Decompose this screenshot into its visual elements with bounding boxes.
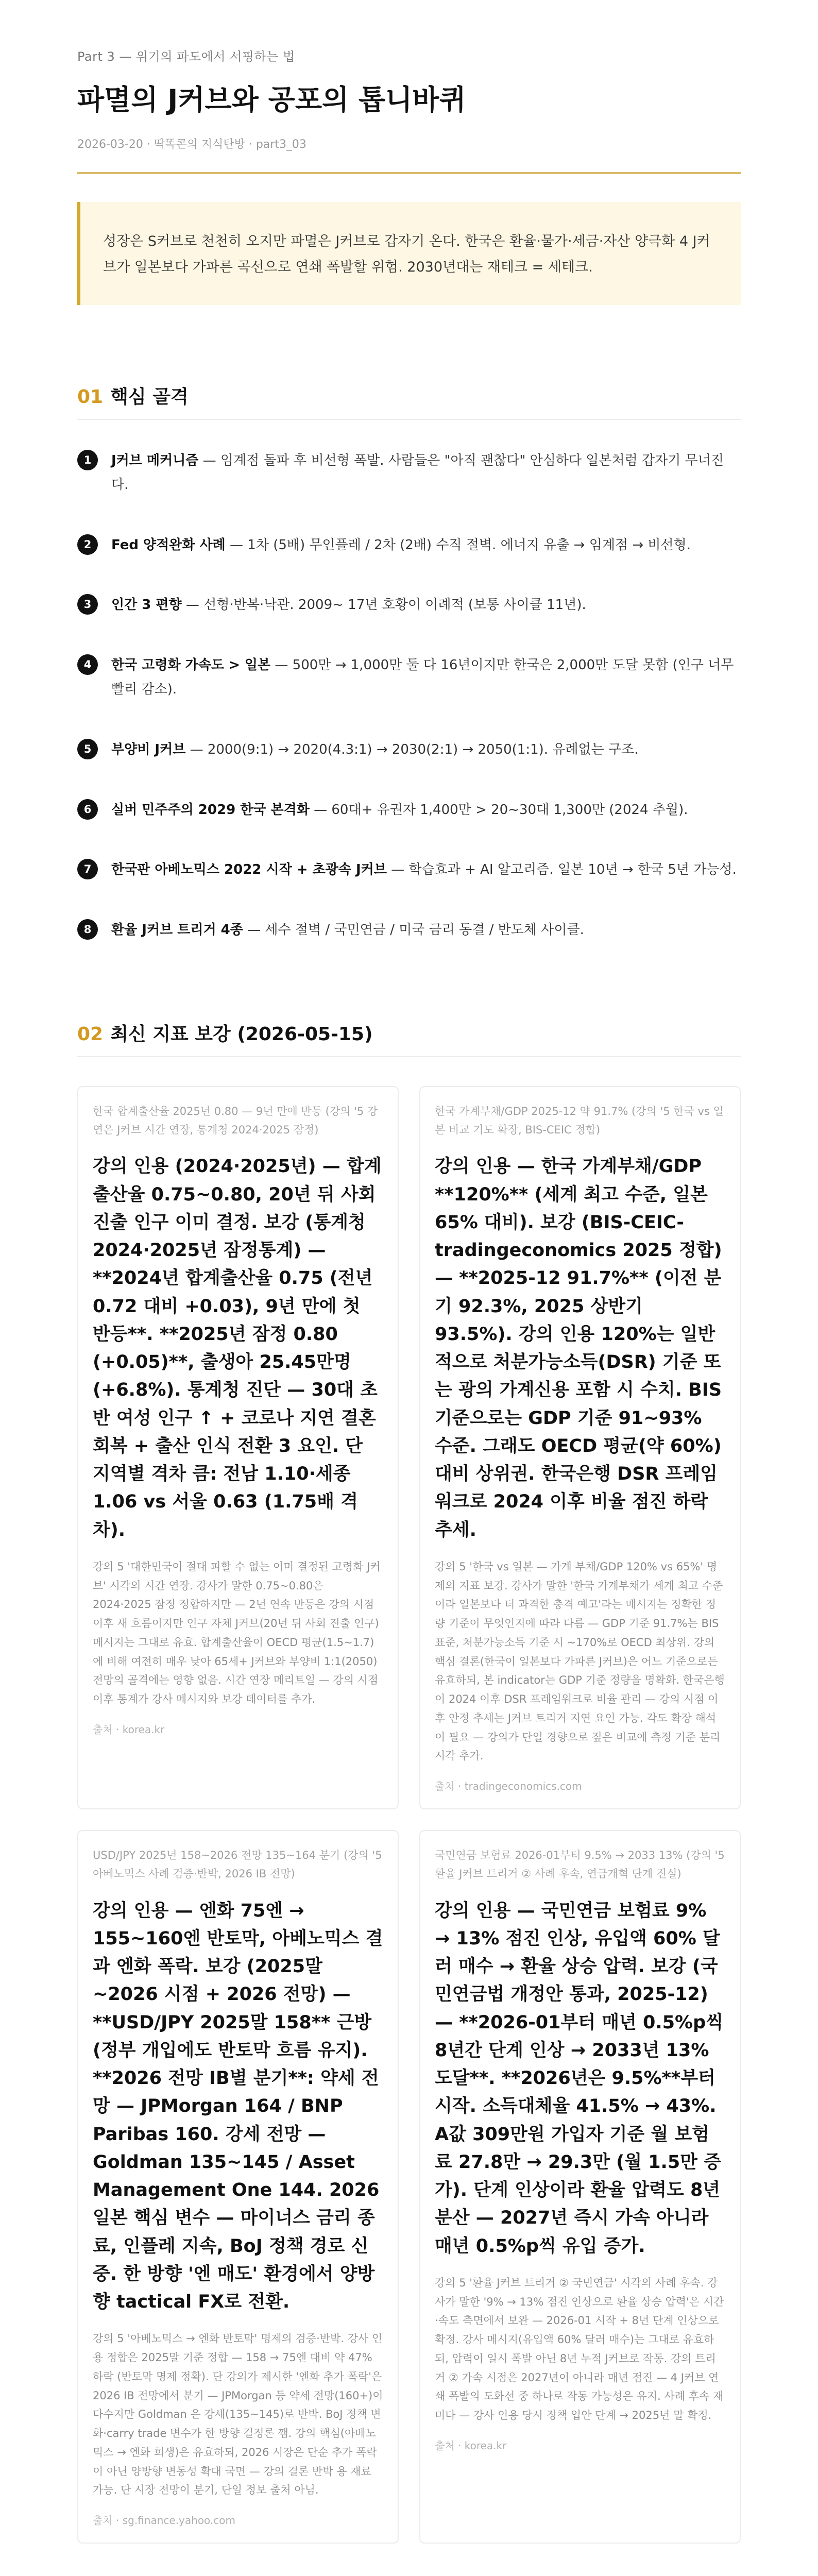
item-head: 실버 민주주의 2029 한국 본격화	[111, 802, 310, 818]
card-body: 강의 인용 (2024·2025년) — 합계출산율 0.75~0.80, 20년 뒤 사회 진출 인구 이미 결정. 보강 (통계청 2024·2025년 잠정통계) — **2024년 합계출산율 0.75 (전년 0.72 대비 +0.03), 9년 만에 첫 반등**. **2025년 잠정 0.80 (+0.05)**, 출생아 25.45만명 (+6.8%). 통계청 진단 — 30대 초반 여성 인구 ↑ + 코로나 지연 결혼 회복 + 출산 인식 전환 3 요인. 단 지역별 격차 큼: 전남 1.10·세종 1.06 vs 서울 0.63 (1.75배 격차).	[93, 1156, 382, 1540]
series-label: Part 3 — 위기의 파도에서 서핑하는 법	[77, 49, 295, 64]
card-source: 출처 · sg.finance.yahoo.com	[93, 2514, 236, 2527]
list-item	[77, 533, 741, 557]
section-title: 최신 지표 보강 (2026-05-15)	[110, 1024, 373, 1045]
list-item	[77, 593, 741, 617]
card-note: 강의 5 '대한민국이 절대 피할 수 없는 이미 결정된 고령화 J커브' 시각의 시간 연장. 강사가 말한 0.75~0.80은 2024·2025 잠정 정합하지만 — 2년 연속 반등은 강의 시점 이후 새 흐름이지만 인구 자체 J커브(20년 뒤 사회 진출 인구) 메시지는 그대로 유효. 합계출산율이 OECD 평균(1.5~1.7)에 비해 여전히 매우 낮아 65세+ J커브와 부양비 1:1(2050) 전망의 골격에는 영향 없음. 시간 연장 메리트일 — 강의 시점 이후 통계가 강사 메시지와 보강 데이터를 추가.	[93, 1560, 381, 1706]
indicator-card-household-debt	[419, 1086, 741, 1809]
item-text: — 세수 절벽 / 국민연금 / 미국 금리 동결 / 반도체 사이클.	[243, 922, 584, 938]
indicator-card-birth-rate	[77, 1086, 399, 1809]
section-divider	[77, 419, 741, 420]
card-label: USD/JPY 2025년 158~2026 전망 135~164 분기 (강의 '5 아베노믹스 사례 검증·반박, 2026 IB 전망)	[93, 1849, 382, 1880]
list-item	[77, 738, 741, 762]
item-text: — 학습효과 + AI 알고리즘. 일본 10년 → 한국 5년 가능성.	[386, 862, 737, 878]
item-text: — 60대+ 유권자 1,400만 > 20~30대 1,300만 (2024 추월).	[309, 802, 688, 818]
item-text: — 선형·반복·낙관. 2009~ 17년 호황이 이례적 (보통 사이클 11년).	[181, 597, 586, 613]
list-item	[77, 449, 741, 497]
item-head: 부양비 J커브	[111, 741, 186, 757]
section-number: 02	[77, 1024, 104, 1045]
number-badge: 8	[77, 919, 98, 940]
item-text: — 임계점 돌파 후 비선형 폭발. 사람들은 "아직 괜찮다" 안심하다 일본처럼 갑자기 무너진다.	[111, 453, 724, 493]
number-badge: 5	[77, 739, 98, 759]
indicator-card-usdjpy	[77, 1830, 399, 2544]
indicator-cards	[77, 1086, 741, 2544]
number-badge: 6	[77, 799, 98, 820]
indicator-card-pension	[419, 1830, 741, 2544]
item-text: — 2000(9:1) → 2020(4.3:1) → 2030(2:1) → 2050(1:1). 유례없는 구조.	[185, 741, 639, 757]
item-text: — 1차 (5배) 무인플레 / 2차 (2배) 수직 절벽. 에너지 유출 → 임계점 → 비선형.	[225, 537, 691, 553]
page-title: 파멸의 J커브와 공포의 톱니바퀴	[77, 83, 466, 116]
document-header	[77, 0, 741, 174]
date-meta: 2026-03-20 · 딱똑콘의 지식탄방 · part3_03	[77, 138, 306, 151]
card-body: 강의 인용 — 엔화 75엔 → 155~160엔 반토막, 아베노믹스 결과 엔화 폭락. 보강 (2025말~2026 시점 + 2026 전망) — **USD/JPY 2025말 158** 근방 (정부 개입에도 반토막 흐름 유지). **2026 전망 IB별 분기**: 약세 전망 — JPMorgan 164 / BNP Paribas 160. 강세 전망 — Goldman 135~145 / Asset Management One 144. 2026 일본 핵심 변수 — 마이너스 금리 종료, 인플레 지속, BoJ 정책 경로 신중. 한 방향 '엔 매도' 환경에서 양방향 tactical FX로 전환.	[93, 1900, 383, 2313]
card-source: 출처 · korea.kr	[93, 1723, 165, 1736]
section-number: 01	[77, 386, 104, 408]
item-head: Fed 양적완화 사례	[111, 537, 226, 553]
item-head: 한국 고령화 가속도 > 일본	[111, 657, 271, 673]
indicators-section	[77, 1020, 741, 2544]
number-badge: 4	[77, 654, 98, 675]
number-badge: 7	[77, 859, 98, 879]
number-badge: 2	[77, 534, 98, 555]
number-badge: 3	[77, 594, 98, 615]
card-body: 강의 인용 — 한국 가계부채/GDP **120%** (세계 최고 수준, 일본 65% 대비). 보강 (BIS-CEIC-tradingeconomics 2025 정합) — **2025-12 91.7%** (이전 분기 92.3%, 2025 상반기 93.5%). 강의 인용 120%는 일반적으로 처분가능소득(DSR) 기준 또는 광의 가계신용 포함 시 수치. BIS 기준으로는 GDP 기준 91~93% 수준. 그래도 OECD 평균(약 60%) 대비 상위권. 한국은행 DSR 프레임워크로 2024 이후 비율 점진 하락 추세.	[435, 1156, 722, 1540]
card-note: 강의 5 '아베노믹스 → 엔화 반토막' 명제의 검증·반박. 강사 인용 정합은 2025말 기준 정합 — 158 → 75엔 대비 약 47% 하락 (반토막 명제 정확). 단 강의가 제시한 '엔화 추가 폭락'은 2026 IB 전망에서 분기 — JPMorgan 등 약세 전망(160+)이 다수지만 Goldman 은 강세(135~145)로 반박. BoJ 정책 변화·carry trade 변수가 한 방향 결정론 깸. 강의 핵심(아베노믹스 → 엔화 희생)은 유효하되, 2026 시장은 단순 추가 폭락이 아닌 양방향 변동성 확대 국면 — 강의 결론 반박 용 재료 가능. 단 시장 전망이 분기, 단일 정보 출처 아님.	[93, 2332, 383, 2497]
core-section	[77, 382, 741, 942]
item-head: 한국판 아베노믹스 2022 시작 + 초광속 J커브	[111, 862, 387, 878]
item-head: 인간 3 편향	[111, 597, 182, 613]
card-label: 국민연금 보험료 2026-01부터 9.5% → 2033 13% (강의 '5 환율 J커브 트리거 ② 사례 후속, 연금개혁 단계 진실)	[435, 1849, 725, 1880]
indicators-heading	[77, 1020, 741, 1046]
card-note: 강의 5 '한국 vs 일본 — 가계 부채/GDP 120% vs 65%' 명제의 지표 보강. 강사가 말한 '한국 가계부채가 세계 최고 수준이라 일본보다 더 과격한 충격 예고'라는 메시지는 정확한 정량 기준이 무엇인지에 따라 다름 — GDP 기준 91.7%는 BIS 표준, 처분가능소득 기준 시 ~170%로 OECD 최상위. 강의 핵심 결론(한국이 일본보다 가파른 J커브)은 어느 기준으로든 유효하되, 본 indicator는 GDP 기준 정량을 명확화. 한국은행이 2024 이후 DSR 프레임워크로 비율 관리 — 강의 시점 이후 안정 추세는 J커브 트리거 지연 요인 가능. 각도 확장 해석이 필요 — 강의가 단일 경향으로 짚은 비교에 측정 기준 분리 시각 추가.	[435, 1560, 725, 1762]
item-head: 환율 J커브 트리거 4종	[111, 922, 243, 938]
item-head: J커브 메커니즘	[111, 453, 199, 469]
summary-callout	[77, 202, 741, 305]
card-source: 출처 · korea.kr	[435, 2439, 507, 2452]
number-badge: 1	[77, 450, 98, 470]
card-label: 한국 합계출산율 2025년 0.80 — 9년 만에 반등 (강의 '5 강연은 J커브 시간 연장, 통계청 2024·2025 잠정)	[93, 1105, 378, 1136]
card-source: 출처 · tradingeconomics.com	[435, 1780, 582, 1793]
section-title: 핵심 골격	[110, 386, 189, 408]
section-divider	[77, 1056, 741, 1057]
summary-text: 성장은 S커브로 천천히 오지만 파멸은 J커브로 갑자기 온다. 한국은 환율·물가·세금·자산 양극화 4 J커브가 일본보다 가파른 곡선으로 연쇄 폭발할 위험. 2030년대는 재테크 = 세테크.	[103, 233, 710, 276]
card-note: 강의 5 '환율 J커브 트리거 ② 국민연금' 시각의 사례 후속. 강사가 말한 '9% → 13% 점진 인상으로 환율 상승 압력'은 시간·속도 측면에서 보완 — 2026-01 시작 + 8년 단계 인상으로 확정. 강사 메시지(유입액 60% 달러 매수)는 그대로 유효하되, 압력이 일시 폭발 아닌 8년 누적 J커브로 작동. 강의 트리거 ② 가속 시점은 2027년이 아니라 매년 점진 — 4 J커브 연쇄 폭발의 도화선 중 하나로 작동 가능성은 유지. 사례 후속 재미다 — 강사 인용 당시 정책 입안 단계 → 2025년 말 확정.	[435, 2276, 724, 2422]
core-list	[77, 449, 741, 942]
list-item	[77, 858, 741, 882]
list-item	[77, 798, 741, 822]
list-item	[77, 918, 741, 942]
core-heading	[77, 382, 741, 409]
card-label: 한국 가계부채/GDP 2025-12 약 91.7% (강의 '5 한국 vs 일본 비교 기도 확장, BIS-CEIC 정합)	[435, 1105, 724, 1136]
item-text: — 500만 → 1,000만 둘 다 16년이지만 한국은 2,000만 도달 못함 (인구 너무 빨리 감소).	[111, 657, 734, 698]
list-item	[77, 653, 741, 702]
card-body: 강의 인용 — 국민연금 보험료 9% → 13% 점진 인상, 유입액 60% 달러 매수 → 환율 상승 압력. 보강 (국민연금법 개정안 통과, 2025-12) — **2026-01부터 매년 0.5%p씩 8년간 단계 인상 → 2033년 13% 도달**. **2026년은 9.5%**부터 시작. 소득대체율 41.5% → 43%. A값 309만원 가입자 기준 월 보험료 27.8만 → 29.3만 (월 1.5만 증가). 단계 인상이라 환율 압력도 8년 분산 — 2027년 즉시 가속 아니라 매년 0.5%p씩 유입 증가.	[435, 1900, 723, 2257]
title-divider	[77, 172, 741, 174]
